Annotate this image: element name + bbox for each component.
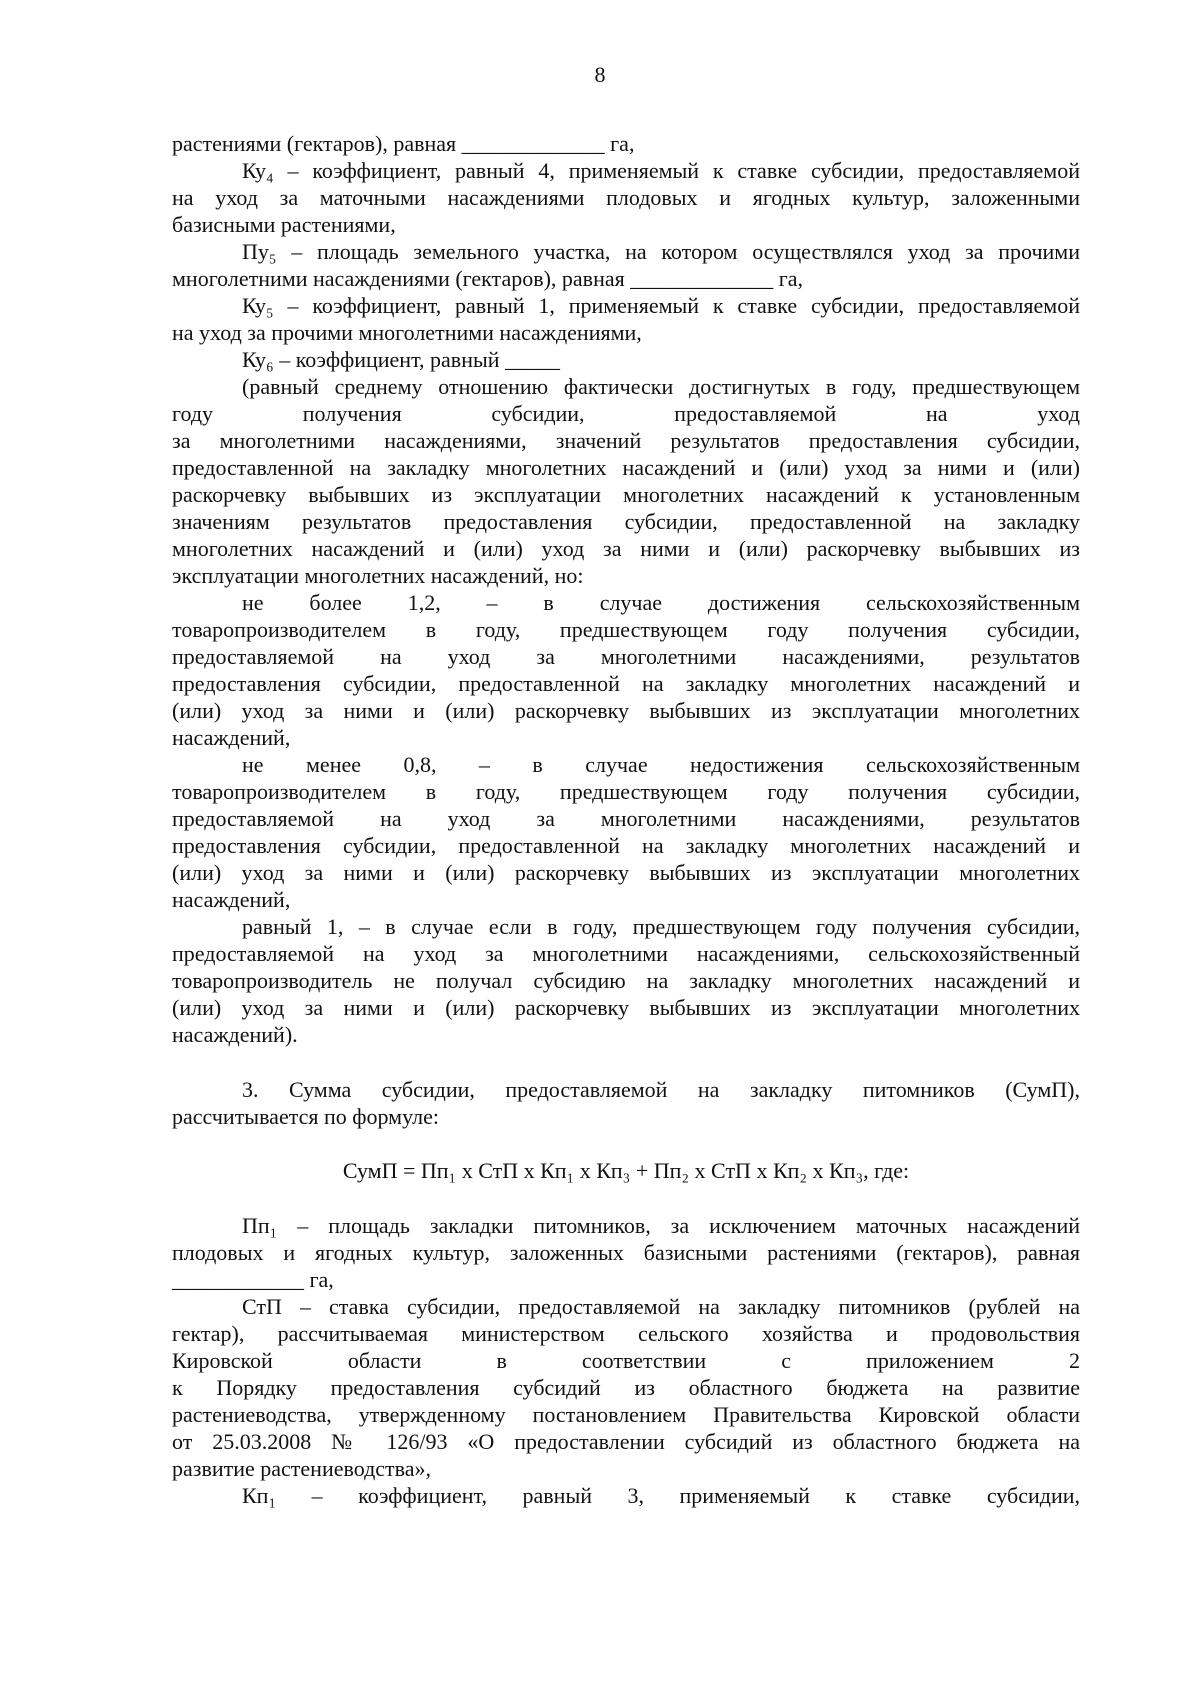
text-line: развитие растениеводства», <box>172 1456 432 1481</box>
text-line: предоставления субсидии, предоставленной на закладку многолетних насаждений и <box>172 671 1080 696</box>
text-line: товаропроизводителем в году, предшествующем году получения субсидии, <box>172 779 1080 804</box>
text-line: Ку₄ – коэффициент, равный 4, применяемый к ставке субсидии, предоставляемой <box>242 158 1080 183</box>
text-line: плодовых и ягодных культур, заложенных базисными растениями (гектаров), равная <box>172 1240 1080 1265</box>
text-line: на уход за прочими многолетними насаждениями, <box>172 320 642 345</box>
text-line: Пп₁ – площадь закладки питомников, за исключением маточных насаждений <box>242 1213 1080 1238</box>
text-line: Кп₁ – коэффициент, равный 3, применяемый к ставке субсидии, <box>242 1483 1080 1508</box>
text-line: Ку₅ – коэффициент, равный 1, применяемый к ставке субсидии, предоставляемой <box>242 293 1080 318</box>
text-line: товаропроизводитель не получал субсидию на закладку многолетних насаждений и <box>172 968 1080 993</box>
text-line: предоставляемой на уход за многолетними насаждениями, результатов <box>172 806 1080 831</box>
text-line: Кировской области в соответствии с приложением 2 <box>172 1348 1080 1373</box>
text-line: эксплуатации многолетних насаждений, но: <box>172 563 584 588</box>
text-line: значениям результатов предоставления субсидии, предоставленной на закладку <box>172 509 1080 534</box>
text-line: ____________ га, <box>172 1267 334 1292</box>
text-line: раскорчевку выбывших из эксплуатации многолетних насаждений к установленным <box>172 482 1080 507</box>
text-line: на уход за маточными насаждениями плодовых и ягодных культур, заложенными <box>172 185 1080 210</box>
text-line: равный 1, – в случае если в году, предшествующем году получения субсидии, <box>242 914 1080 939</box>
text-line: за многолетними насаждениями, значений результатов предоставления субсидии, <box>172 428 1080 453</box>
text-line: СтП – ставка субсидии, предоставляемой на закладку питомников (рублей на <box>242 1294 1080 1319</box>
text-line: не более 1,2, – в случае достижения сельскохозяйственным <box>242 590 1080 615</box>
text-line: растениями (гектаров), равная _____________ га, <box>172 131 635 156</box>
text-line: не менее 0,8, – в случае недостижения сельскохозяйственным <box>242 752 1080 777</box>
text-line: базисными растениями, <box>172 212 396 237</box>
text-line: к Порядку предоставления субсидий из областного бюджета на развитие <box>172 1375 1080 1400</box>
page-number: 8 <box>594 62 606 87</box>
text-line: товаропроизводителем в году, предшествующем году получения субсидии, <box>172 617 1080 642</box>
text-line: (или) уход за ними и (или) раскорчевку выбывших из эксплуатации многолетних <box>172 860 1080 885</box>
text-line: Пу₅ – площадь земельного участка, на котором осуществлялся уход за прочими <box>242 239 1080 264</box>
text-line: многолетними насаждениями (гектаров), равная _____________ га, <box>172 266 804 291</box>
text-line: предоставляемой на уход за многолетними насаждениями, сельскохозяйственный <box>172 941 1080 966</box>
text-line: гектар), рассчитываемая министерством сельского хозяйства и продовольствия <box>172 1321 1080 1346</box>
text-line: растениеводства, утвержденному постановлением Правительства Кировской области <box>172 1402 1080 1427</box>
text-line: многолетних насаждений и (или) уход за ними и (или) раскорчевку выбывших из <box>172 536 1080 561</box>
text-line: (или) уход за ними и (или) раскорчевку выбывших из эксплуатации многолетних <box>172 698 1080 723</box>
text-line: предоставляемой на уход за многолетними насаждениями, результатов <box>172 644 1080 669</box>
formula: СумП = Пп₁ х СтП х Кп₁ х Кп₃ + Пп₂ х СтП х Кп₂ х Кп₃, где: <box>342 1158 910 1183</box>
text-line: насаждений). <box>172 1022 298 1047</box>
text-line: от 25.03.2008 № 126/93 «О предоставлении субсидий из областного бюджета на <box>172 1429 1080 1454</box>
text-line: году получения субсидии, предоставляемой на уход <box>172 401 1080 426</box>
text-line: рассчитывается по формуле: <box>172 1104 439 1129</box>
text-line: 3. Сумма субсидии, предоставляемой на закладку питомников (СумП), <box>242 1077 1080 1102</box>
text-line: предоставления субсидии, предоставленной на закладку многолетних насаждений и <box>172 833 1080 858</box>
text-line: (равный среднему отношению фактически достигнутых в году, предшествующем <box>242 374 1080 399</box>
text-line: Ку₆ – коэффициент, равный _____ <box>242 347 561 372</box>
text-line: предоставленной на закладку многолетних насаждений и (или) уход за ними и (или) <box>172 455 1080 480</box>
text-line: насаждений, <box>172 725 291 750</box>
text-line: (или) уход за ними и (или) раскорчевку выбывших из эксплуатации многолетних <box>172 995 1080 1020</box>
text-line: насаждений, <box>172 887 291 912</box>
